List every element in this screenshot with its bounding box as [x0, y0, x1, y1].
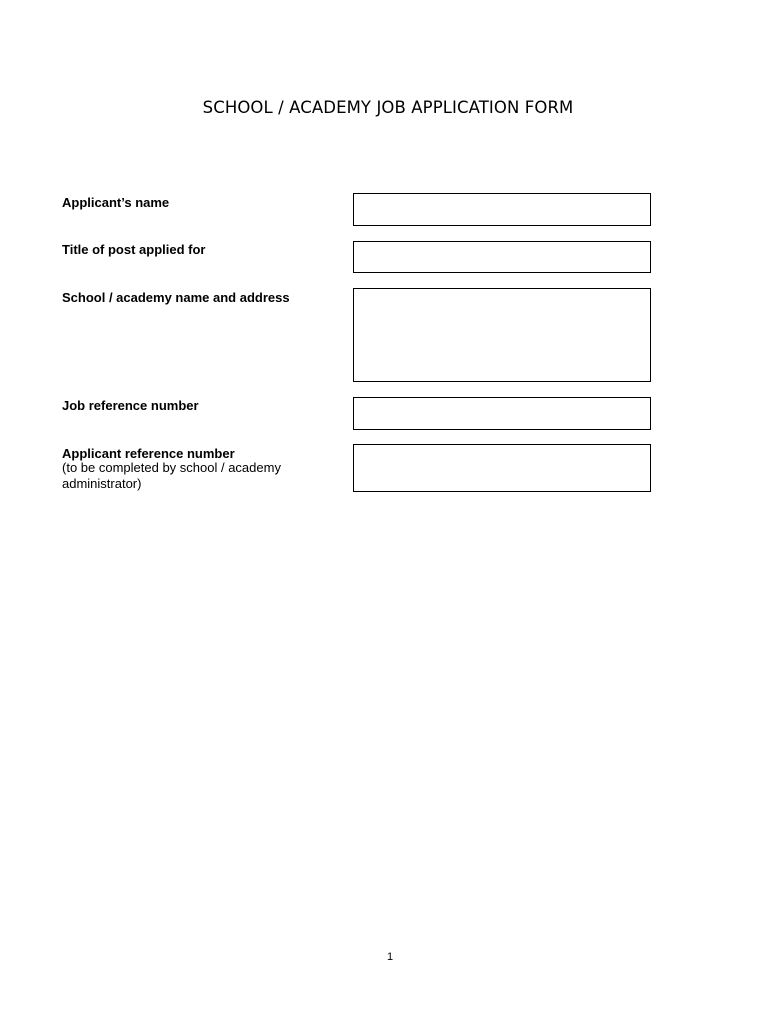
- applicant-reference-note-line2: administrator): [62, 476, 142, 491]
- applicant-name-label: Applicant’s name: [62, 195, 170, 210]
- school-name-address-label: School / academy name and address: [62, 290, 290, 305]
- applicant-name-field[interactable]: [353, 193, 651, 226]
- page-title: SCHOOL / ACADEMY JOB APPLICATION FORM: [202, 98, 574, 117]
- job-reference-label: Job reference number: [62, 398, 199, 413]
- school-name-address-field[interactable]: [353, 288, 651, 382]
- job-reference-field[interactable]: [353, 397, 651, 430]
- applicant-reference-label: Applicant reference number: [62, 446, 235, 461]
- applicant-reference-note-line1: (to be completed by school / academy: [62, 460, 281, 475]
- post-title-label: Title of post applied for: [62, 242, 206, 257]
- page-number: 1: [386, 951, 394, 963]
- post-title-field[interactable]: [353, 241, 651, 273]
- applicant-reference-field[interactable]: [353, 444, 651, 492]
